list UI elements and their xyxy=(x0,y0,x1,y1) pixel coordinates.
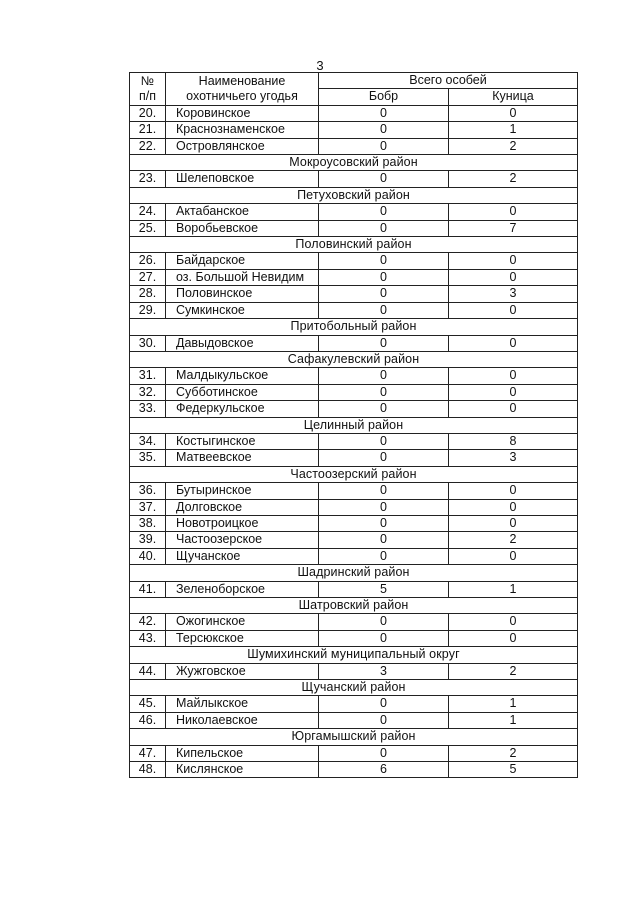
table-row xyxy=(130,220,578,236)
kunitsa-count: 0 xyxy=(449,253,578,269)
table-row xyxy=(130,532,578,548)
district-name: Шадринский район xyxy=(130,565,578,581)
kunitsa-count: 1 xyxy=(449,696,578,712)
table-row xyxy=(130,499,578,515)
district-name: Мокроусовский район xyxy=(130,155,578,171)
kunitsa-count: 0 xyxy=(449,499,578,515)
table-body xyxy=(130,105,578,778)
district-row xyxy=(130,680,578,696)
row-number: 42. xyxy=(130,614,166,630)
bobr-count: 0 xyxy=(319,745,449,761)
table-row xyxy=(130,204,578,220)
kunitsa-count: 0 xyxy=(449,483,578,499)
kunitsa-count: 0 xyxy=(449,515,578,531)
row-number: 34. xyxy=(130,433,166,449)
row-number: 30. xyxy=(130,335,166,351)
bobr-count: 0 xyxy=(319,171,449,187)
district-row xyxy=(130,598,578,614)
table-row xyxy=(130,401,578,417)
hunting-grounds-table xyxy=(129,72,578,778)
bobr-count: 0 xyxy=(319,384,449,400)
table-row xyxy=(130,335,578,351)
table-row xyxy=(130,762,578,778)
ground-name: Давыдовское xyxy=(166,335,319,351)
district-name: Шатровский район xyxy=(130,598,578,614)
header-kunitsa: Куница xyxy=(449,89,578,105)
table-row xyxy=(130,483,578,499)
district-row xyxy=(130,417,578,433)
bobr-count: 0 xyxy=(319,450,449,466)
district-row xyxy=(130,319,578,335)
table-row xyxy=(130,433,578,449)
row-number: 33. xyxy=(130,401,166,417)
ground-name: Костыгинское xyxy=(166,433,319,449)
header-num: № п/п xyxy=(130,73,166,106)
kunitsa-count: 2 xyxy=(449,745,578,761)
district-row xyxy=(130,155,578,171)
table-row xyxy=(130,171,578,187)
row-number: 41. xyxy=(130,581,166,597)
district-name: Юргамышский район xyxy=(130,729,578,745)
row-number: 38. xyxy=(130,515,166,531)
district-row xyxy=(130,647,578,663)
kunitsa-count: 2 xyxy=(449,171,578,187)
bobr-count: 6 xyxy=(319,762,449,778)
kunitsa-count: 5 xyxy=(449,762,578,778)
table-row xyxy=(130,122,578,138)
table-row xyxy=(130,581,578,597)
row-number: 36. xyxy=(130,483,166,499)
bobr-count: 0 xyxy=(319,253,449,269)
kunitsa-count: 0 xyxy=(449,401,578,417)
district-row xyxy=(130,351,578,367)
ground-name: Долговское xyxy=(166,499,319,515)
ground-name: Сумкинское xyxy=(166,302,319,318)
table-row xyxy=(130,663,578,679)
ground-name: Половинское xyxy=(166,286,319,302)
bobr-count: 0 xyxy=(319,548,449,564)
row-number: 20. xyxy=(130,105,166,121)
header-total: Всего особей xyxy=(319,73,578,89)
row-number: 39. xyxy=(130,532,166,548)
ground-name: Щучанское xyxy=(166,548,319,564)
row-number: 37. xyxy=(130,499,166,515)
table-row xyxy=(130,630,578,646)
bobr-count: 0 xyxy=(319,483,449,499)
row-number: 48. xyxy=(130,762,166,778)
kunitsa-count: 8 xyxy=(449,433,578,449)
row-number: 24. xyxy=(130,204,166,220)
kunitsa-count: 0 xyxy=(449,335,578,351)
ground-name: Матвеевское xyxy=(166,450,319,466)
bobr-count: 0 xyxy=(319,335,449,351)
table-row xyxy=(130,515,578,531)
table-row xyxy=(130,712,578,728)
row-number: 21. xyxy=(130,122,166,138)
kunitsa-count: 0 xyxy=(449,204,578,220)
table-row xyxy=(130,138,578,154)
ground-name: оз. Большой Невидим xyxy=(166,269,319,285)
district-name: Половинский район xyxy=(130,237,578,253)
bobr-count: 0 xyxy=(319,433,449,449)
bobr-count: 0 xyxy=(319,401,449,417)
kunitsa-count: 0 xyxy=(449,368,578,384)
row-number: 45. xyxy=(130,696,166,712)
row-number: 44. xyxy=(130,663,166,679)
kunitsa-count: 0 xyxy=(449,630,578,646)
district-row xyxy=(130,565,578,581)
row-number: 47. xyxy=(130,745,166,761)
row-number: 23. xyxy=(130,171,166,187)
kunitsa-count: 2 xyxy=(449,532,578,548)
bobr-count: 0 xyxy=(319,269,449,285)
bobr-count: 0 xyxy=(319,532,449,548)
row-number: 25. xyxy=(130,220,166,236)
page-number: 3 xyxy=(316,58,324,73)
bobr-count: 0 xyxy=(319,105,449,121)
bobr-count: 0 xyxy=(319,696,449,712)
ground-name: Краснознаменское xyxy=(166,122,319,138)
district-row xyxy=(130,729,578,745)
row-number: 29. xyxy=(130,302,166,318)
district-name: Притобольный район xyxy=(130,319,578,335)
header-name: Наименование охотничьего угодья xyxy=(166,73,319,106)
bobr-count: 0 xyxy=(319,515,449,531)
table-row xyxy=(130,548,578,564)
kunitsa-count: 1 xyxy=(449,122,578,138)
kunitsa-count: 3 xyxy=(449,286,578,302)
ground-name: Шелеповское xyxy=(166,171,319,187)
district-row xyxy=(130,187,578,203)
district-name: Шумихинский муниципальный округ xyxy=(130,647,578,663)
bobr-count: 0 xyxy=(319,286,449,302)
ground-name: Бутыринское xyxy=(166,483,319,499)
row-number: 46. xyxy=(130,712,166,728)
ground-name: Воробьевское xyxy=(166,220,319,236)
ground-name: Байдарское xyxy=(166,253,319,269)
ground-name: Ожогинское xyxy=(166,614,319,630)
ground-name: Актабанское xyxy=(166,204,319,220)
district-name: Петуховский район xyxy=(130,187,578,203)
ground-name: Николаевское xyxy=(166,712,319,728)
bobr-count: 0 xyxy=(319,712,449,728)
kunitsa-count: 0 xyxy=(449,614,578,630)
bobr-count: 5 xyxy=(319,581,449,597)
row-number: 28. xyxy=(130,286,166,302)
ground-name: Федеркульское xyxy=(166,401,319,417)
ground-name: Малдыкульское xyxy=(166,368,319,384)
kunitsa-count: 0 xyxy=(449,302,578,318)
bobr-count: 0 xyxy=(319,122,449,138)
table-row xyxy=(130,696,578,712)
ground-name: Коровинское xyxy=(166,105,319,121)
table-row xyxy=(130,614,578,630)
kunitsa-count: 2 xyxy=(449,663,578,679)
kunitsa-count: 1 xyxy=(449,581,578,597)
kunitsa-count: 2 xyxy=(449,138,578,154)
row-number: 35. xyxy=(130,450,166,466)
row-number: 40. xyxy=(130,548,166,564)
header-row-top xyxy=(130,73,578,89)
ground-name: Островлянское xyxy=(166,138,319,154)
ground-name: Кипельское xyxy=(166,745,319,761)
row-number: 32. xyxy=(130,384,166,400)
bobr-count: 0 xyxy=(319,499,449,515)
kunitsa-count: 1 xyxy=(449,712,578,728)
ground-name: Частоозерское xyxy=(166,532,319,548)
bobr-count: 3 xyxy=(319,663,449,679)
table-row xyxy=(130,384,578,400)
bobr-count: 0 xyxy=(319,630,449,646)
row-number: 22. xyxy=(130,138,166,154)
kunitsa-count: 0 xyxy=(449,269,578,285)
ground-name: Зеленоборское xyxy=(166,581,319,597)
table-row xyxy=(130,253,578,269)
district-name: Частоозерский район xyxy=(130,466,578,482)
ground-name: Терсюкское xyxy=(166,630,319,646)
row-number: 43. xyxy=(130,630,166,646)
bobr-count: 0 xyxy=(319,368,449,384)
ground-name: Кислянское xyxy=(166,762,319,778)
kunitsa-count: 0 xyxy=(449,384,578,400)
district-name: Сафакулевский район xyxy=(130,351,578,367)
district-row xyxy=(130,237,578,253)
table-row xyxy=(130,302,578,318)
bobr-count: 0 xyxy=(319,204,449,220)
ground-name: Жужговское xyxy=(166,663,319,679)
district-name: Щучанский район xyxy=(130,680,578,696)
table-row xyxy=(130,105,578,121)
table-row xyxy=(130,286,578,302)
row-number: 27. xyxy=(130,269,166,285)
row-number: 31. xyxy=(130,368,166,384)
district-name: Целинный район xyxy=(130,417,578,433)
ground-name: Субботинское xyxy=(166,384,319,400)
bobr-count: 0 xyxy=(319,220,449,236)
bobr-count: 0 xyxy=(319,138,449,154)
table-row xyxy=(130,450,578,466)
ground-name: Майлыкское xyxy=(166,696,319,712)
table-row xyxy=(130,368,578,384)
kunitsa-count: 0 xyxy=(449,105,578,121)
bobr-count: 0 xyxy=(319,302,449,318)
bobr-count: 0 xyxy=(319,614,449,630)
ground-name: Новотроицкое xyxy=(166,515,319,531)
table-row xyxy=(130,745,578,761)
kunitsa-count: 3 xyxy=(449,450,578,466)
table-row xyxy=(130,269,578,285)
kunitsa-count: 7 xyxy=(449,220,578,236)
header-bobr: Бобр xyxy=(319,89,449,105)
district-row xyxy=(130,466,578,482)
row-number: 26. xyxy=(130,253,166,269)
kunitsa-count: 0 xyxy=(449,548,578,564)
